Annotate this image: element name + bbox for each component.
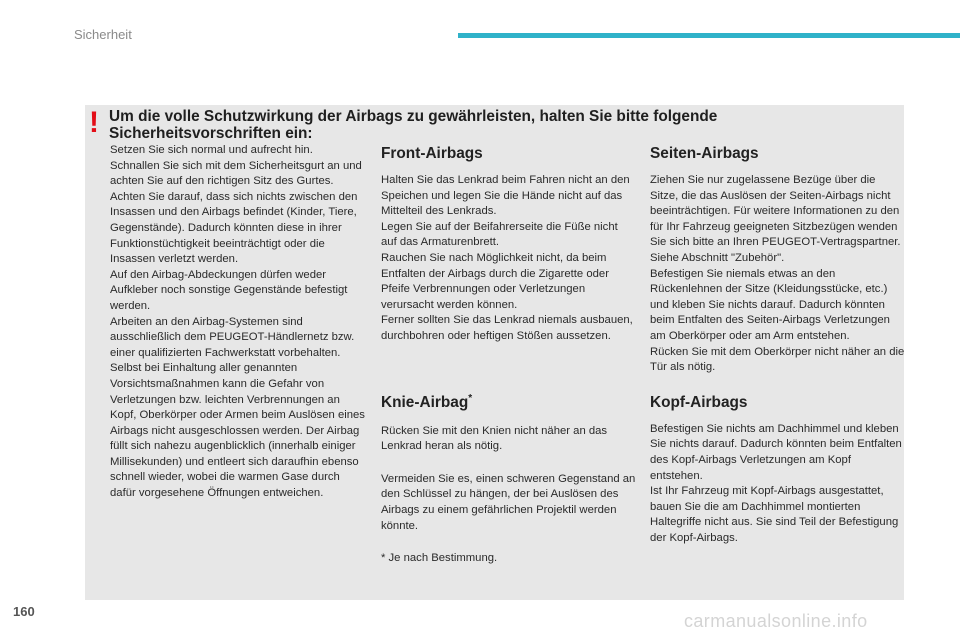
side-airbags-paragraph: Rücken Sie mit dem Oberkörper nicht näher an die Tür als nötig. <box>650 345 905 374</box>
head-airbags-paragraph: Ist Ihr Fahrzeug mit Kopf-Airbags ausgestattet, bauen Sie die am Dachhimmel montierten Haltegriffe nicht aus. Sie sind Teil der Befestigung der Kopf-Airbags. <box>650 485 899 544</box>
exclamation-warning-icon: ! <box>89 106 99 139</box>
page-number: 160 <box>13 604 35 619</box>
head-airbags-paragraph: Befestigen Sie nichts am Dachhimmel und kleben Sie nichts darauf. Dadurch könnten beim Entfalten des Kopf-Airbags Verletzungen am Kopf entstehen. <box>650 422 902 482</box>
section-title: Sicherheit <box>74 27 132 42</box>
footnote: * Je nach Bestimmung. <box>381 552 498 565</box>
footnote-mark: * <box>468 392 473 404</box>
rule-paragraph: Selbst bei Einhaltung aller genannten Vorsichtsmaßnahmen kann die Gefahr von Verletzungen bzw. leichten Verbrennungen an Kopf, Oberkörper oder Armen beim Auslösen eines Airbags nicht ausgeschlossen werden. Der Airbag füllt sich nahezu augenblicklich (innerhalb einiger Millisekunden) und entleert sich daraufhin ebenso schnell wieder, wobei die warmen Gase durch dafür vorgesehene Öffnungen entweichen. <box>110 362 365 500</box>
header-accent-bar <box>458 33 960 38</box>
rule-paragraph: Setzen Sie sich normal und aufrecht hin. Schnallen Sie sich mit dem Sicherheitsgurt an und achten Sie auf den richtigen Sitz des Gurtes. <box>110 144 362 188</box>
knee-airbag-heading <box>381 390 636 412</box>
front-airbags-paragraph: Halten Sie das Lenkrad beim Fahren nicht an den Speichen und legen Sie die Hände nicht auf das Mittelteil des Lenkrads. <box>381 174 630 218</box>
front-airbags-heading: Front-Airbags <box>381 145 483 162</box>
knee-airbag-title: Knie-Airbag <box>381 393 469 411</box>
side-airbags-paragraph: Befestigen Sie niemals etwas an den Rückenlehnen der Sitze (Kleidungsstücke, etc.) und kleben Sie nichts darauf. Dadurch könnten beim Entfalten des Seiten-Airbags Verletzungen am Oberkörper oder am Arm entstehen. <box>650 267 890 342</box>
rule-paragraph: Arbeiten an den Airbag-Systemen sind ausschließlich dem PEUGEOT-Händlernetz bzw. einer qualifizierten Fachwerkstatt vorbehalten. <box>110 315 355 359</box>
knee-airbag-paragraph: Vermeiden Sie es, einen schweren Gegenstand an den Schlüssel zu hängen, der bei Auslösen des Airbags zu einem gefährlichen Projektil werden könnte. <box>381 472 636 532</box>
head-airbags-heading: Kopf-Airbags <box>650 393 748 411</box>
front-airbags-paragraph: Rauchen Sie nach Möglichkeit nicht, da beim Entfalten der Airbags durch die Zigarette oder Pfeife Verbrennungen oder Verletzungen verursacht werden können. <box>381 251 609 311</box>
knee-airbag-paragraph: Rücken Sie mit den Knien nicht näher an das Lenkrad heran als nötig. <box>381 424 608 453</box>
front-airbags-paragraph: Ferner sollten Sie das Lenkrad niemals ausbauen, durchbohren oder heftigen Stößen aussetzen. <box>381 314 633 342</box>
side-airbags-paragraph: Ziehen Sie nur zugelassene Bezüge über die Sitze, die das Auslösen der Seiten-Airbags nicht beeinträchtigen. Für weitere Informationen zu den für Ihr Fahrzeug geeigneten Sitzbezügen wenden Sie sich bitte an Ihren PEUGEOT-Vertragspartner. Siehe Abschnitt "Zubehör". <box>650 174 901 264</box>
general-rules-column <box>110 143 365 502</box>
warning-headline: Um die volle Schutzwirkung der Airbags zu gewährleisten, halten Sie bitte folgende Sicherheitsvorschriften ein: <box>109 108 718 142</box>
side-and-head-column <box>650 145 905 546</box>
front-and-knee-column <box>381 145 636 567</box>
rule-paragraph: Auf den Airbag-Abdeckungen dürfen weder Aufkleber noch sonstige Gegenstände befestigt werden. <box>110 268 348 312</box>
front-airbags-paragraph: Legen Sie auf der Beifahrerseite die Füße nicht auf das Armaturenbrett. <box>381 220 618 249</box>
rule-paragraph: Achten Sie darauf, dass sich nichts zwischen den Insassen und den Airbags befindet (Kinder, Tiere, Gegenstände). Dadurch könnten diese in ihrer Funktionstüchtigkeit beeinträchtigt oder die Insassen verletzt werden. <box>110 190 358 266</box>
watermark: carmanualsonline.info <box>684 611 868 631</box>
side-airbags-heading: Seiten-Airbags <box>650 145 759 162</box>
